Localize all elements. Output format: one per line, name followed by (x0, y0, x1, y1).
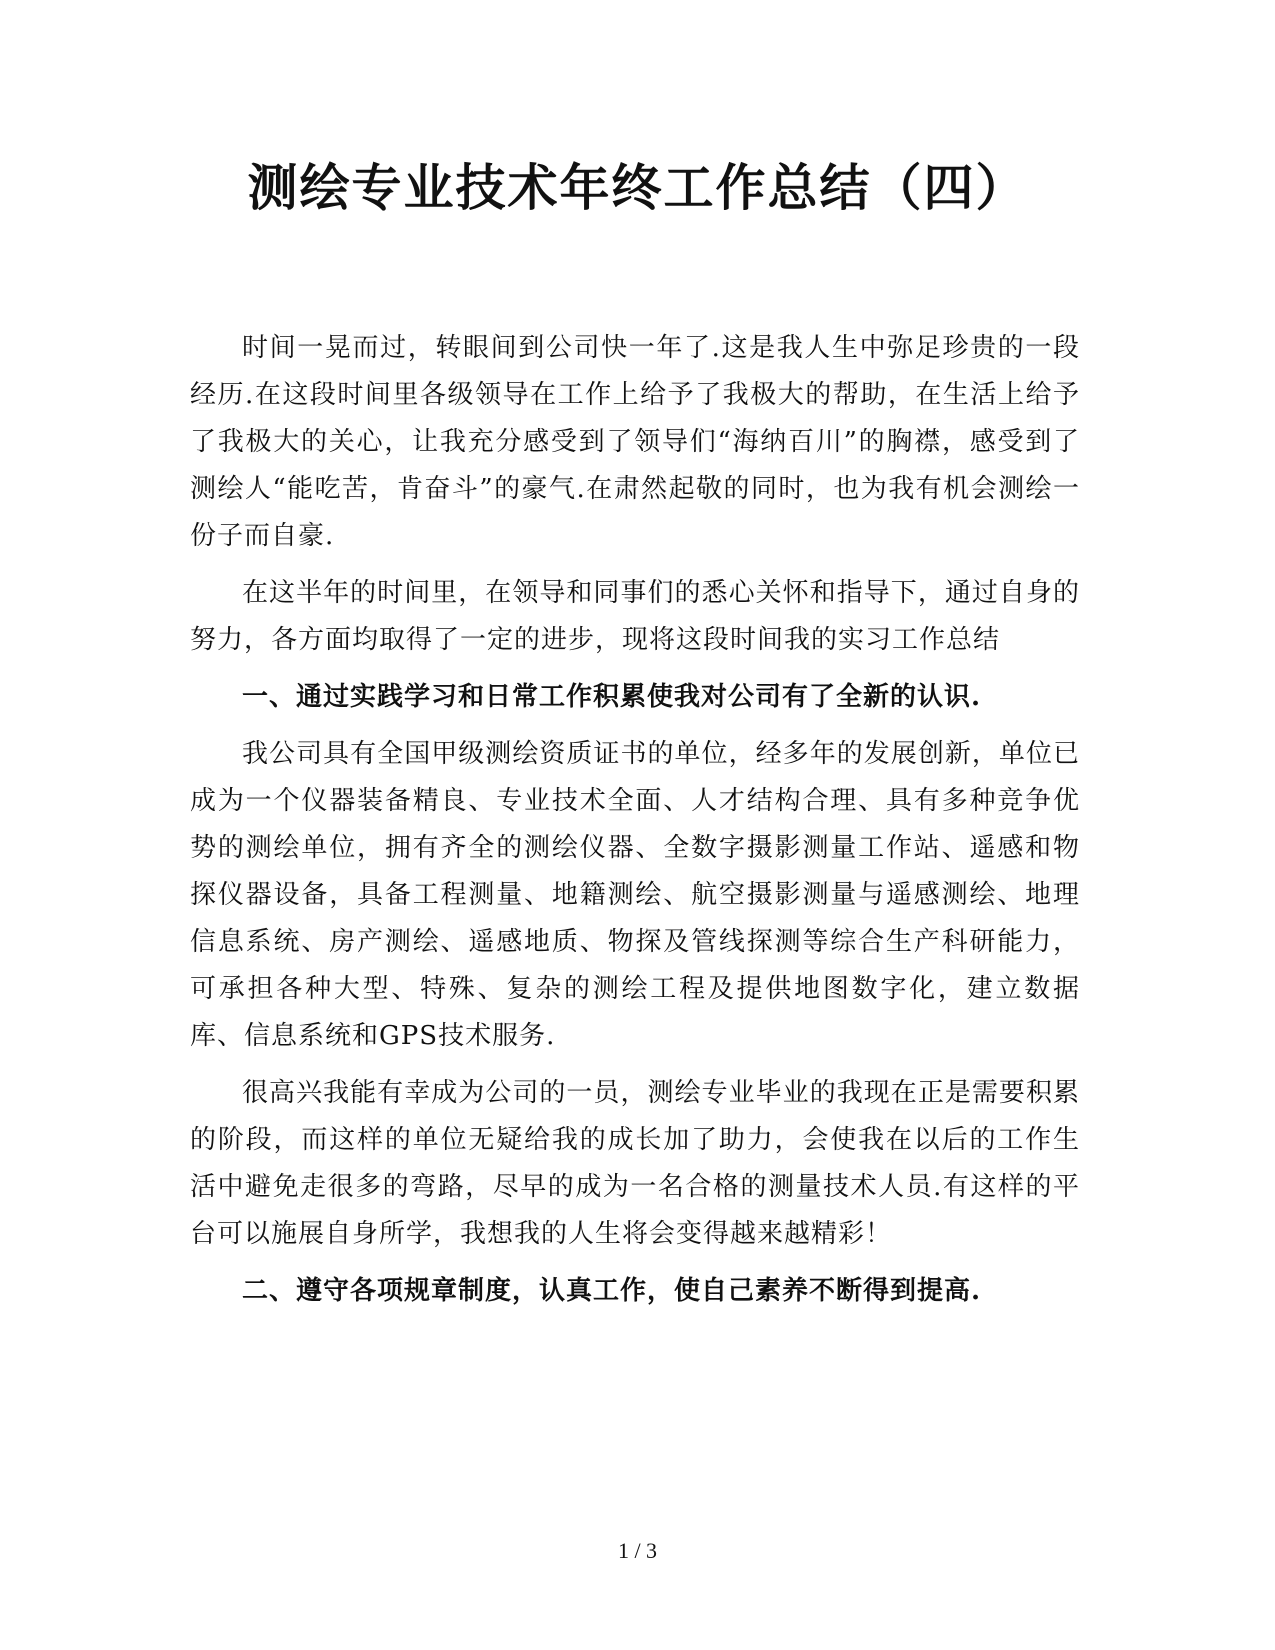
paragraph-summary-lead: 在这半年的时间里，在领导和同事们的悉心关怀和指导下，通过自身的努力，各方面均取得了一定的进步，现将这段时间我的实习工作总结 (190, 578, 1080, 655)
paragraph-personal-reflection: 很高兴我能有幸成为公司的一员，测绘专业毕业的我现在正是需要积累的阶段，而这样的单位无疑给我的成长加了助力，会使我在以后的工作生活中避免走很多的弯路，尽早的成为一名合格的测量技术人员.有这样的平台可以施展自身所学，我想我的人生将会变得越来越精彩！ (190, 1078, 1080, 1249)
section-heading-1: 一、通过实践学习和日常工作积累使我对公司有了全新的认识. (242, 682, 982, 712)
section-heading-2: 二、遵守各项规章制度，认真工作，使自己素养不断得到提高. (242, 1276, 982, 1306)
document-body (190, 325, 1080, 1325)
page-number: 1 / 3 (617, 1538, 658, 1563)
paragraph-intro: 时间一晃而过，转眼间到公司快一年了.这是我人生中弥足珍贵的一段经历.在这段时间里各级领导在工作上给予了我极大的帮助，在生活上给予了我极大的关心，让我充分感受到了领导们“海纳百川”的胸襟，感受到了测绘人“能吃苦，肯奋斗”的豪气.在肃然起敬的同时，也为我有机会测绘一份子而自豪. (190, 333, 1080, 551)
document-title: 测绘专业技术年终工作总结（四） (247, 158, 1028, 217)
paragraph-company-profile: 我公司具有全国甲级测绘资质证书的单位，经多年的发展创新，单位已成为一个仪器装备精良、专业技术全面、人才结构合理、具有多种竞争优势的测绘单位，拥有齐全的测绘仪器、全数字摄影测量工作站、遥感和物探仪器设备，具备工程测量、地籍测绘、航空摄影测量与遥感测绘、地理信息系统、房产测绘、遥感地质、物探及管线探测等综合生产科研能力，可承担各种大型、特殊、复杂的测绘工程及提供地图数字化，建立数据库、信息系统和GPS技术服务. (190, 739, 1080, 1051)
